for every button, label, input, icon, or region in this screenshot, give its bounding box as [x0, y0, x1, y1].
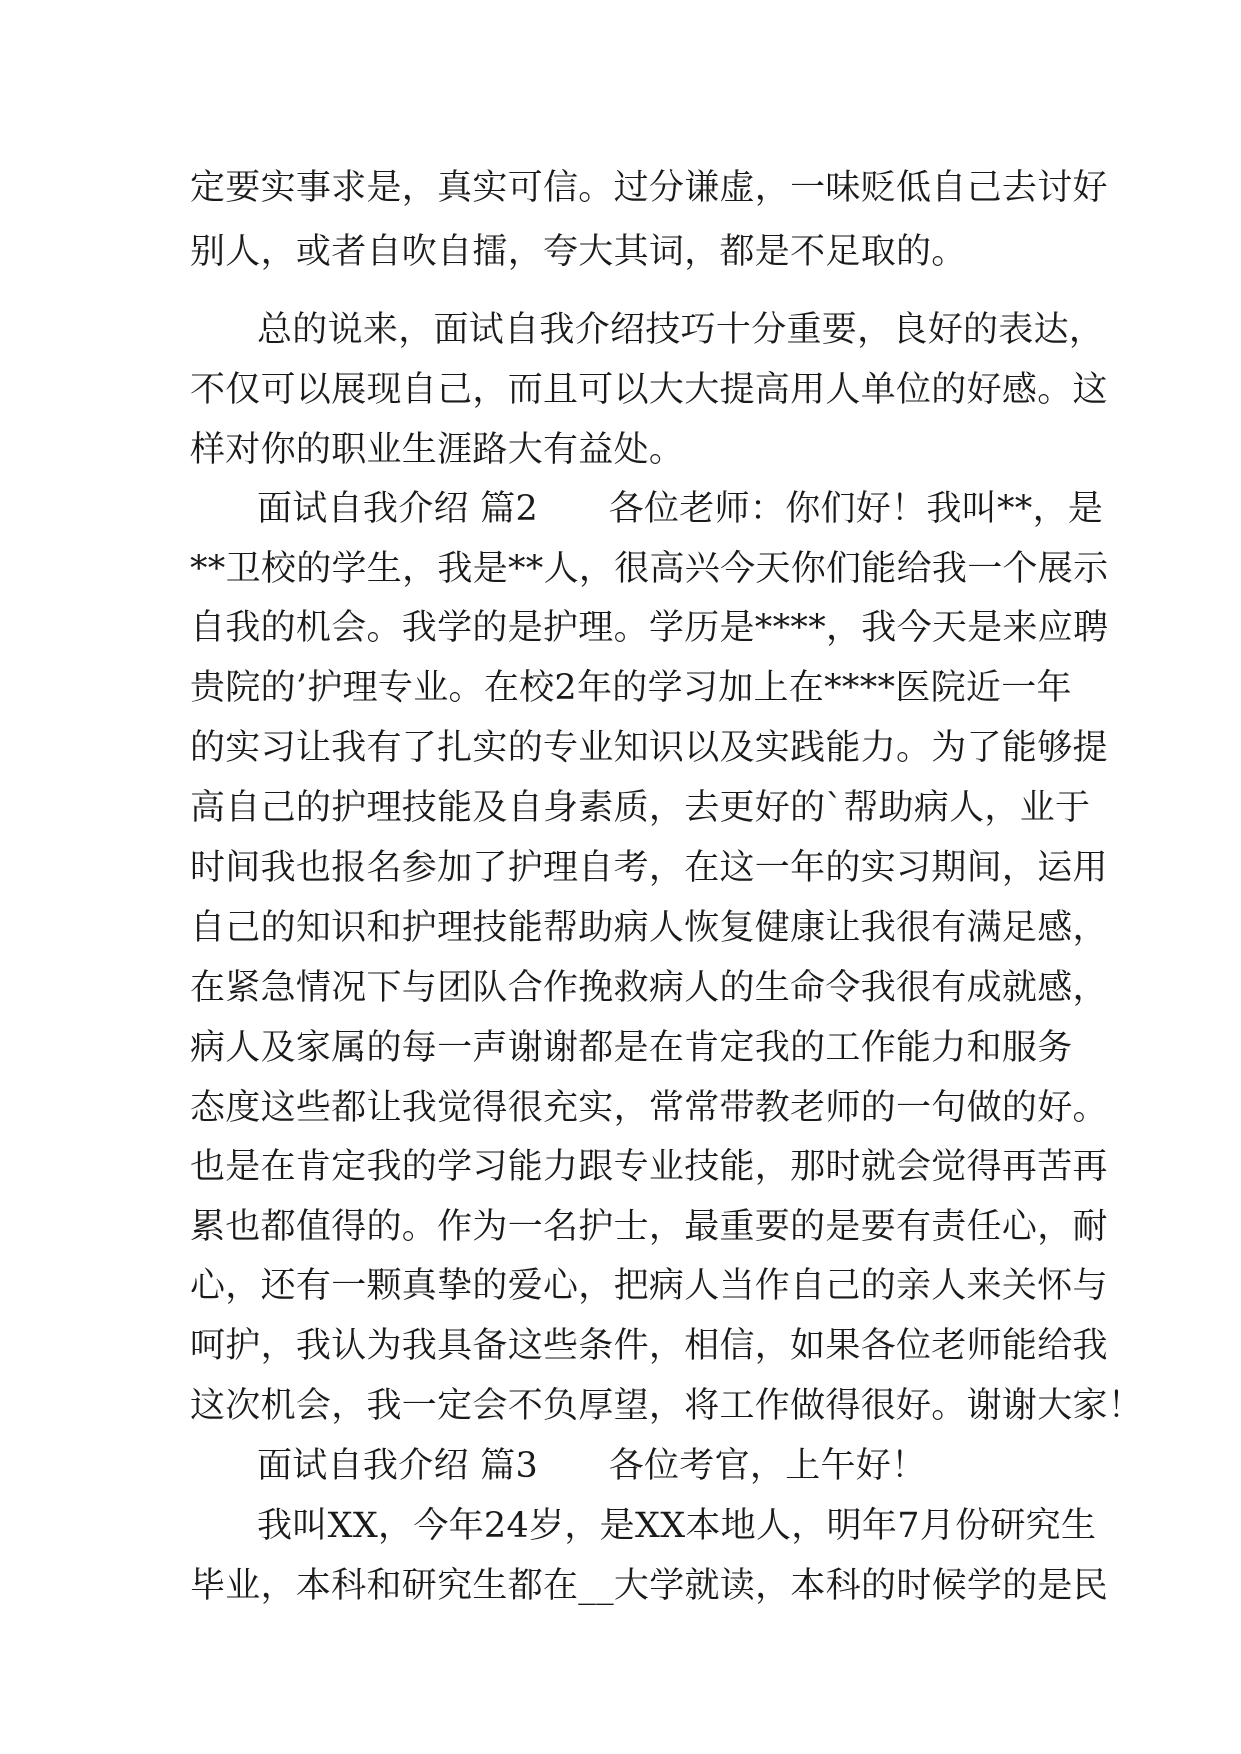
section-heading-line: 面试自我介绍 篇3 各位考官，上午好！: [257, 1446, 927, 1486]
body-text-line: 毕业，本科和研究生都在__大学就读，本科的时候学的是民: [190, 1566, 1109, 1606]
body-text-line: 时间我也报名参加了护理自考，在这一年的实习期间，运用: [190, 848, 1108, 888]
body-text-line: 自己的知识和护理技能帮助病人恢复健康让我很有满足感，: [190, 908, 1108, 948]
body-text-line: 贵院的’护理专业。在校2年的学习加上在****医院近一年: [190, 668, 1072, 708]
body-text-line: 的实习让我有了扎实的专业知识以及实践能力。为了能够提: [190, 728, 1108, 768]
body-text-line: 别人，或者自吹自擂，夸大其词，都是不足取的。: [190, 232, 967, 272]
body-text-line: 心，还有一颗真挚的爱心，把病人当作自己的亲人来关怀与: [190, 1266, 1108, 1306]
body-text-line: 累也都值得的。作为一名护士，最重要的是要有责任心，耐: [190, 1207, 1108, 1247]
body-text-line: 不仅可以展现自己，而且可以大大提高用人单位的好感。这: [190, 370, 1108, 410]
body-text-line: 病人及家属的每一声谢谢都是在肯定我的工作能力和服务: [190, 1028, 1073, 1068]
body-text-line: 也是在肯定我的学习能力跟专业技能，那时就会觉得再苦再: [190, 1147, 1108, 1187]
body-text-line: 高自己的护理技能及自身素质，去更好的`帮助病人，业于: [190, 788, 1091, 828]
body-text-line: 这次机会，我一定会不负厚望，将工作做得很好。谢谢大家！: [190, 1386, 1144, 1426]
paragraph-first-line: 总的说来，面试自我介绍技巧十分重要，良好的表达，: [257, 310, 1105, 350]
paragraph-first-line: 我叫XX，今年24岁，是XX本地人，明年7月份研究生: [257, 1506, 1097, 1546]
section-heading-line: 面试自我介绍 篇2 各位老师：你们好！我叫**，是: [257, 489, 1104, 529]
body-text-line: 态度这些都让我觉得很充实，常常带教老师的一句做的好。: [190, 1088, 1108, 1128]
body-text-line: **卫校的学生，我是**人，很高兴今天你们能给我一个展示: [190, 549, 1109, 589]
body-text-line: 呵护，我认为我具备这些条件，相信，如果各位老师能给我: [190, 1326, 1108, 1366]
body-text-line: 样对你的职业生涯路大有益处。: [190, 430, 685, 470]
body-text-line: 定要实事求是，真实可信。过分谦虚，一味贬低自己去讨好: [190, 168, 1108, 208]
body-text-line: 在紧急情况下与团队合作挽救病人的生命令我很有成就感，: [190, 968, 1108, 1008]
body-text-line: 自我的机会。我学的是护理。学历是****，我今天是来应聘: [190, 608, 1109, 648]
